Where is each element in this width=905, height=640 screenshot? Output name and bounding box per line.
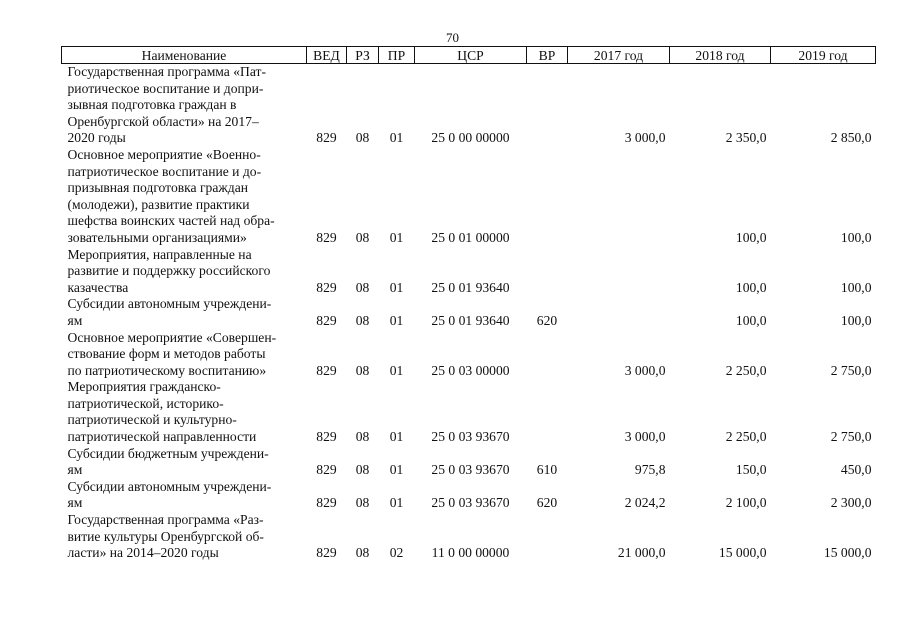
row-csr: 25 0 00 00000 bbox=[431, 130, 510, 146]
table-row bbox=[62, 296, 876, 329]
row-name: Субсидии бюджетным учреждени- ям bbox=[67, 445, 269, 478]
row-2017 bbox=[568, 147, 670, 247]
row-2018: 100,0 bbox=[735, 229, 767, 245]
row-2019: 100,0 bbox=[840, 229, 872, 245]
row-ved: 829 bbox=[316, 279, 337, 295]
row-2018: 2 250,0 bbox=[725, 362, 767, 378]
table-row bbox=[62, 330, 876, 380]
table-row bbox=[62, 512, 876, 562]
row-name: Основное мероприятие «Совершен- ствование форм и методов работы по патриотическому воспитанию» bbox=[67, 329, 277, 378]
row-2018: 100,0 bbox=[735, 279, 767, 295]
row-2017: 3 000,0 bbox=[624, 429, 666, 445]
row-2017: 3 000,0 bbox=[624, 130, 666, 146]
row-vr bbox=[527, 330, 568, 380]
header-csr: ЦСР bbox=[415, 47, 527, 64]
page-number: 70 bbox=[446, 30, 459, 45]
header-pr: ПР bbox=[379, 47, 415, 64]
row-2019: 2 750,0 bbox=[830, 429, 872, 445]
row-name: Государственная программа «Раз- витие культуры Оренбургской об- ласти» на 2014–2020 годы bbox=[67, 512, 264, 561]
row-pr: 01 bbox=[389, 229, 404, 245]
row-rz: 08 bbox=[355, 462, 370, 478]
row-2019: 2 300,0 bbox=[830, 495, 872, 511]
row-name: Субсидии автономным учреждени- ям bbox=[67, 478, 272, 511]
row-2019: 450,0 bbox=[840, 462, 872, 478]
header-rz: РЗ bbox=[347, 47, 379, 64]
row-pr: 01 bbox=[389, 495, 404, 511]
row-2019: 15 000,0 bbox=[823, 545, 872, 561]
row-pr: 01 bbox=[389, 312, 404, 328]
row-vr bbox=[527, 379, 568, 445]
row-vr: 620 bbox=[536, 312, 558, 328]
row-rz: 08 bbox=[355, 312, 370, 328]
row-ved: 829 bbox=[316, 545, 337, 561]
row-vr: 610 bbox=[536, 462, 558, 478]
row-rz: 08 bbox=[355, 429, 370, 445]
row-name: Мероприятия гражданско- патриотической, историко- патриотической и культурно- патриотической направленности bbox=[67, 379, 257, 445]
row-rz: 08 bbox=[355, 229, 370, 245]
row-rz: 08 bbox=[355, 362, 370, 378]
row-2018: 150,0 bbox=[735, 462, 767, 478]
row-csr: 11 0 00 00000 bbox=[431, 545, 510, 561]
row-ved: 829 bbox=[316, 229, 337, 245]
row-csr: 25 0 01 00000 bbox=[431, 229, 510, 245]
row-vr bbox=[527, 147, 568, 247]
header-name: Наименование bbox=[62, 47, 307, 64]
header-vr: ВР bbox=[527, 47, 568, 64]
row-rz: 08 bbox=[355, 545, 370, 561]
row-pr: 01 bbox=[389, 462, 404, 478]
row-2017: 975,8 bbox=[634, 462, 666, 478]
table-row bbox=[62, 446, 876, 479]
row-vr bbox=[527, 247, 568, 297]
row-ved: 829 bbox=[316, 362, 337, 378]
table-row bbox=[62, 64, 876, 147]
row-2017 bbox=[568, 296, 670, 329]
row-csr: 25 0 03 93670 bbox=[431, 495, 510, 511]
row-2018: 2 100,0 bbox=[725, 495, 767, 511]
table-row bbox=[62, 147, 876, 247]
row-ved: 829 bbox=[316, 130, 337, 146]
header-2017: 2017 год bbox=[568, 47, 670, 64]
row-ved: 829 bbox=[316, 462, 337, 478]
row-pr: 01 bbox=[389, 279, 404, 295]
row-2019: 2 750,0 bbox=[830, 362, 872, 378]
row-2017: 3 000,0 bbox=[624, 362, 666, 378]
row-ved: 829 bbox=[316, 312, 337, 328]
row-vr bbox=[527, 64, 568, 147]
budget-table bbox=[61, 46, 876, 562]
row-2017 bbox=[568, 247, 670, 297]
row-vr bbox=[527, 512, 568, 562]
row-2019: 2 850,0 bbox=[830, 130, 872, 146]
row-2018: 15 000,0 bbox=[718, 545, 767, 561]
row-rz: 08 bbox=[355, 130, 370, 146]
table-row bbox=[62, 379, 876, 445]
row-csr: 25 0 03 93670 bbox=[431, 429, 510, 445]
table-row bbox=[62, 247, 876, 297]
row-csr: 25 0 01 93640 bbox=[431, 312, 510, 328]
row-name: Государственная программа «Пат- риотическое воспитание и допри- зывная подготовка граждан в Оренбургской области» на 2017– 2020 годы bbox=[67, 64, 267, 146]
row-2017: 2 024,2 bbox=[624, 495, 666, 511]
row-2018: 2 350,0 bbox=[725, 130, 767, 146]
table-body bbox=[62, 64, 876, 562]
row-pr: 01 bbox=[389, 130, 404, 146]
row-pr: 01 bbox=[389, 429, 404, 445]
row-csr: 25 0 03 93670 bbox=[431, 462, 510, 478]
row-name: Основное мероприятие «Военно- патриотическое воспитание и до- призывная подготовка граждан (молодежи), развитие практики шефства воинских частей над обра- зовательными организациями» bbox=[67, 146, 275, 245]
row-rz: 08 bbox=[355, 279, 370, 295]
row-2018: 2 250,0 bbox=[725, 429, 767, 445]
header-2018: 2018 год bbox=[670, 47, 771, 64]
row-vr: 620 bbox=[536, 495, 558, 511]
row-csr: 25 0 03 00000 bbox=[431, 362, 510, 378]
row-2019: 100,0 bbox=[840, 279, 872, 295]
row-ved: 829 bbox=[316, 429, 337, 445]
row-pr: 02 bbox=[389, 545, 404, 561]
row-ved: 829 bbox=[316, 495, 337, 511]
row-pr: 01 bbox=[389, 362, 404, 378]
row-csr: 25 0 01 93640 bbox=[431, 279, 510, 295]
table-header-row bbox=[62, 47, 876, 64]
row-name: Субсидии автономным учреждени- ям bbox=[67, 296, 272, 328]
header-ved: ВЕД bbox=[307, 47, 347, 64]
header-2019: 2019 год bbox=[771, 47, 876, 64]
table-row bbox=[62, 479, 876, 512]
row-name: Мероприятия, направленные на развитие и поддержку российского казачества bbox=[67, 246, 271, 295]
row-2017: 21 000,0 bbox=[617, 545, 666, 561]
row-rz: 08 bbox=[355, 495, 370, 511]
row-2018: 100,0 bbox=[735, 312, 767, 328]
row-2019: 100,0 bbox=[840, 312, 872, 328]
